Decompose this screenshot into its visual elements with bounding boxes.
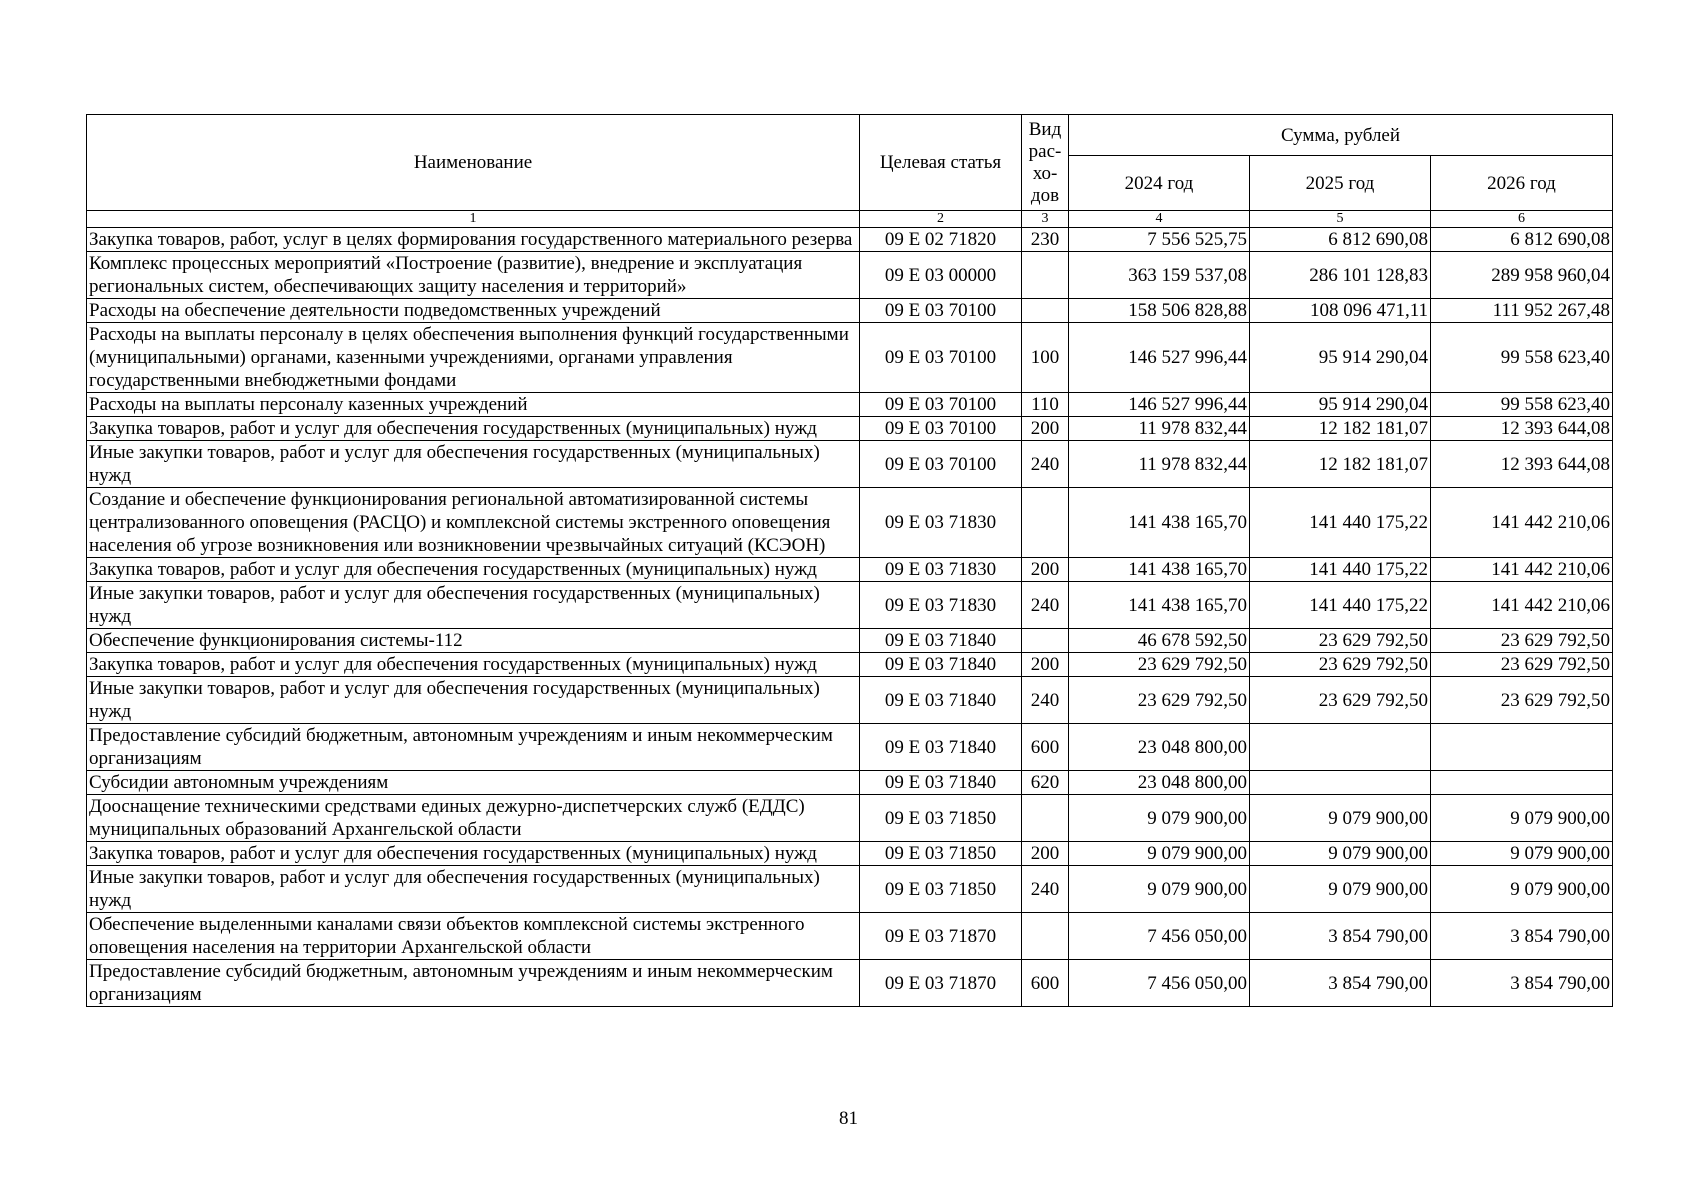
row-target-article-cell: 09 Е 03 70100 [860, 299, 1022, 323]
row-sum-2026-cell [1431, 771, 1613, 795]
row-sum-2025-cell: 3 854 790,00 [1250, 913, 1431, 960]
row-sum-2024-cell: 363 159 537,08 [1069, 252, 1250, 299]
row-target-article-cell: 09 Е 03 70100 [860, 417, 1022, 441]
table-row [87, 724, 1613, 771]
header-year-2025: 2025 год [1250, 156, 1431, 211]
table-row [87, 441, 1613, 488]
row-target-article-cell: 09 Е 03 71870 [860, 960, 1022, 1007]
row-sum-2026-cell: 99 558 623,40 [1431, 393, 1613, 417]
row-expense-type-cell: 110 [1022, 393, 1069, 417]
row-expense-type-cell [1022, 913, 1069, 960]
row-expense-type-cell: 200 [1022, 417, 1069, 441]
table-row [87, 393, 1613, 417]
row-name-cell: Комплекс процессных мероприятий «Построение (развитие), внедрение и эксплуатация региональных систем, обеспечивающих защиту населения и территорий» [87, 252, 860, 299]
row-target-article-cell: 09 Е 02 71820 [860, 228, 1022, 252]
row-expense-type-cell: 240 [1022, 582, 1069, 629]
table-row [87, 488, 1613, 558]
row-name-cell: Обеспечение выделенными каналами связи объектов комплексной системы экстренного оповещения населения на территории Архангельской области [87, 913, 860, 960]
table-header [87, 115, 1613, 228]
row-sum-2024-cell: 23 048 800,00 [1069, 724, 1250, 771]
row-expense-type-cell: 240 [1022, 677, 1069, 724]
row-target-article-cell: 09 Е 03 71850 [860, 842, 1022, 866]
header-year-2026: 2026 год [1431, 156, 1613, 211]
table-row [87, 558, 1613, 582]
row-sum-2026-cell: 12 393 644,08 [1431, 441, 1613, 488]
row-sum-2025-cell: 141 440 175,22 [1250, 582, 1431, 629]
row-sum-2026-cell: 6 812 690,08 [1431, 228, 1613, 252]
row-sum-2025-cell: 141 440 175,22 [1250, 558, 1431, 582]
row-expense-type-cell: 620 [1022, 771, 1069, 795]
row-target-article-cell: 09 Е 03 71830 [860, 488, 1022, 558]
row-sum-2025-cell: 286 101 128,83 [1250, 252, 1431, 299]
row-sum-2025-cell: 95 914 290,04 [1250, 393, 1431, 417]
row-sum-2026-cell: 12 393 644,08 [1431, 417, 1613, 441]
table-row [87, 252, 1613, 299]
row-name-cell: Иные закупки товаров, работ и услуг для обеспечения государственных (муниципальных) нужд [87, 866, 860, 913]
row-target-article-cell: 09 Е 03 70100 [860, 441, 1022, 488]
row-target-article-cell: 09 Е 03 71840 [860, 629, 1022, 653]
row-sum-2026-cell: 23 629 792,50 [1431, 653, 1613, 677]
row-sum-2026-cell: 3 854 790,00 [1431, 960, 1613, 1007]
table-row [87, 842, 1613, 866]
row-expense-type-cell: 200 [1022, 558, 1069, 582]
row-sum-2024-cell: 7 456 050,00 [1069, 913, 1250, 960]
header-year-2024: 2024 год [1069, 156, 1250, 211]
row-expense-type-cell [1022, 252, 1069, 299]
row-name-cell: Закупка товаров, работ и услуг для обеспечения государственных (муниципальных) нужд [87, 842, 860, 866]
row-sum-2025-cell [1250, 724, 1431, 771]
row-expense-type-cell: 200 [1022, 842, 1069, 866]
header-target-article: Целевая статья [860, 115, 1022, 211]
header-name: Наименование [87, 115, 860, 211]
row-name-cell: Расходы на выплаты персоналу казенных учреждений [87, 393, 860, 417]
row-expense-type-cell [1022, 629, 1069, 653]
row-sum-2024-cell: 141 438 165,70 [1069, 488, 1250, 558]
column-number: 3 [1022, 211, 1069, 228]
header-expense-type: Вид рас-хо-дов [1022, 115, 1069, 211]
row-name-cell: Иные закупки товаров, работ и услуг для обеспечения государственных (муниципальных) нужд [87, 582, 860, 629]
row-name-cell: Обеспечение функционирования системы-112 [87, 629, 860, 653]
row-sum-2026-cell: 141 442 210,06 [1431, 558, 1613, 582]
row-sum-2024-cell: 11 978 832,44 [1069, 441, 1250, 488]
row-name-cell: Предоставление субсидий бюджетным, автономным учреждениям и иным некоммерческим организациям [87, 960, 860, 1007]
row-target-article-cell: 09 Е 03 71850 [860, 795, 1022, 842]
row-name-cell: Дооснащение техническими средствами единых дежурно-диспетчерских служб (ЕДДС) муниципальных образований Архангельской области [87, 795, 860, 842]
row-sum-2024-cell: 7 456 050,00 [1069, 960, 1250, 1007]
row-sum-2026-cell: 9 079 900,00 [1431, 795, 1613, 842]
row-sum-2024-cell: 9 079 900,00 [1069, 842, 1250, 866]
row-sum-2026-cell: 23 629 792,50 [1431, 629, 1613, 653]
column-number-row [87, 211, 1613, 228]
row-sum-2025-cell: 12 182 181,07 [1250, 417, 1431, 441]
row-sum-2025-cell: 9 079 900,00 [1250, 842, 1431, 866]
row-target-article-cell: 09 Е 03 71840 [860, 771, 1022, 795]
row-sum-2024-cell: 141 438 165,70 [1069, 558, 1250, 582]
row-target-article-cell: 09 Е 03 71840 [860, 677, 1022, 724]
row-target-article-cell: 09 Е 03 71830 [860, 582, 1022, 629]
row-name-cell: Создание и обеспечение функционирования региональной автоматизированной системы централизованного оповещения (РАСЦО) и комплексной системы экстренного оповещения населения об угрозе возникновения или возникновении чрезвычайных ситуаций (КСЭОН) [87, 488, 860, 558]
table-row [87, 677, 1613, 724]
row-expense-type-cell: 230 [1022, 228, 1069, 252]
row-name-cell: Субсидии автономным учреждениям [87, 771, 860, 795]
table-row [87, 866, 1613, 913]
row-sum-2026-cell: 141 442 210,06 [1431, 488, 1613, 558]
table-row [87, 771, 1613, 795]
table-row [87, 417, 1613, 441]
row-sum-2024-cell: 9 079 900,00 [1069, 795, 1250, 842]
row-expense-type-cell: 240 [1022, 441, 1069, 488]
row-target-article-cell: 09 Е 03 71840 [860, 724, 1022, 771]
row-sum-2024-cell: 23 048 800,00 [1069, 771, 1250, 795]
row-name-cell: Закупка товаров, работ и услуг для обеспечения государственных (муниципальных) нужд [87, 558, 860, 582]
row-sum-2026-cell: 111 952 267,48 [1431, 299, 1613, 323]
row-sum-2025-cell: 95 914 290,04 [1250, 323, 1431, 393]
table-row [87, 913, 1613, 960]
row-name-cell: Расходы на выплаты персоналу в целях обеспечения выполнения функций государственными (муниципальными) органами, казенными учреждениями, органами управления государственными внебюджетными фондами [87, 323, 860, 393]
row-sum-2024-cell: 23 629 792,50 [1069, 653, 1250, 677]
row-name-cell: Иные закупки товаров, работ и услуг для обеспечения государственных (муниципальных) нужд [87, 441, 860, 488]
row-sum-2025-cell: 6 812 690,08 [1250, 228, 1431, 252]
row-sum-2024-cell: 146 527 996,44 [1069, 323, 1250, 393]
table-row [87, 629, 1613, 653]
table-row [87, 299, 1613, 323]
row-expense-type-cell: 600 [1022, 724, 1069, 771]
row-target-article-cell: 09 Е 03 70100 [860, 323, 1022, 393]
row-sum-2025-cell: 3 854 790,00 [1250, 960, 1431, 1007]
column-number: 2 [860, 211, 1022, 228]
table-row [87, 323, 1613, 393]
row-sum-2024-cell: 46 678 592,50 [1069, 629, 1250, 653]
row-sum-2025-cell: 108 096 471,11 [1250, 299, 1431, 323]
header-sum: Сумма, рублей [1069, 115, 1613, 156]
row-sum-2025-cell: 141 440 175,22 [1250, 488, 1431, 558]
row-sum-2025-cell: 23 629 792,50 [1250, 653, 1431, 677]
row-sum-2024-cell: 11 978 832,44 [1069, 417, 1250, 441]
row-target-article-cell: 09 Е 03 00000 [860, 252, 1022, 299]
column-number: 6 [1431, 211, 1613, 228]
row-target-article-cell: 09 Е 03 71830 [860, 558, 1022, 582]
row-sum-2024-cell: 7 556 525,75 [1069, 228, 1250, 252]
row-sum-2025-cell: 23 629 792,50 [1250, 629, 1431, 653]
table-row [87, 228, 1613, 252]
row-expense-type-cell: 100 [1022, 323, 1069, 393]
row-name-cell: Закупка товаров, работ и услуг для обеспечения государственных (муниципальных) нужд [87, 417, 860, 441]
row-expense-type-cell: 240 [1022, 866, 1069, 913]
row-sum-2024-cell: 141 438 165,70 [1069, 582, 1250, 629]
page-number: 81 [839, 1108, 858, 1129]
row-sum-2025-cell: 23 629 792,50 [1250, 677, 1431, 724]
table-row [87, 582, 1613, 629]
column-number: 1 [87, 211, 860, 228]
row-sum-2024-cell: 158 506 828,88 [1069, 299, 1250, 323]
row-sum-2024-cell: 23 629 792,50 [1069, 677, 1250, 724]
row-sum-2026-cell: 99 558 623,40 [1431, 323, 1613, 393]
table-row [87, 795, 1613, 842]
budget-table [86, 114, 1613, 1007]
table-row [87, 960, 1613, 1007]
row-sum-2024-cell: 146 527 996,44 [1069, 393, 1250, 417]
row-sum-2024-cell: 9 079 900,00 [1069, 866, 1250, 913]
row-target-article-cell: 09 Е 03 70100 [860, 393, 1022, 417]
row-name-cell: Расходы на обеспечение деятельности подведомственных учреждений [87, 299, 860, 323]
row-sum-2025-cell [1250, 771, 1431, 795]
column-number: 4 [1069, 211, 1250, 228]
table-body [87, 228, 1613, 1007]
column-number: 5 [1250, 211, 1431, 228]
row-sum-2026-cell: 23 629 792,50 [1431, 677, 1613, 724]
row-sum-2025-cell: 9 079 900,00 [1250, 866, 1431, 913]
row-name-cell: Предоставление субсидий бюджетным, автономным учреждениям и иным некоммерческим организациям [87, 724, 860, 771]
row-target-article-cell: 09 Е 03 71850 [860, 866, 1022, 913]
row-expense-type-cell [1022, 299, 1069, 323]
row-target-article-cell: 09 Е 03 71870 [860, 913, 1022, 960]
row-name-cell: Иные закупки товаров, работ и услуг для обеспечения государственных (муниципальных) нужд [87, 677, 860, 724]
row-sum-2026-cell: 9 079 900,00 [1431, 842, 1613, 866]
row-name-cell: Закупка товаров, работ и услуг для обеспечения государственных (муниципальных) нужд [87, 653, 860, 677]
row-sum-2025-cell: 9 079 900,00 [1250, 795, 1431, 842]
row-expense-type-cell [1022, 488, 1069, 558]
row-name-cell: Закупка товаров, работ, услуг в целях формирования государственного материального резерва [87, 228, 860, 252]
row-sum-2025-cell: 12 182 181,07 [1250, 441, 1431, 488]
row-target-article-cell: 09 Е 03 71840 [860, 653, 1022, 677]
row-sum-2026-cell: 9 079 900,00 [1431, 866, 1613, 913]
row-sum-2026-cell: 289 958 960,04 [1431, 252, 1613, 299]
row-expense-type-cell: 600 [1022, 960, 1069, 1007]
table-row [87, 653, 1613, 677]
row-sum-2026-cell: 3 854 790,00 [1431, 913, 1613, 960]
row-expense-type-cell: 200 [1022, 653, 1069, 677]
row-expense-type-cell [1022, 795, 1069, 842]
row-sum-2026-cell [1431, 724, 1613, 771]
row-sum-2026-cell: 141 442 210,06 [1431, 582, 1613, 629]
